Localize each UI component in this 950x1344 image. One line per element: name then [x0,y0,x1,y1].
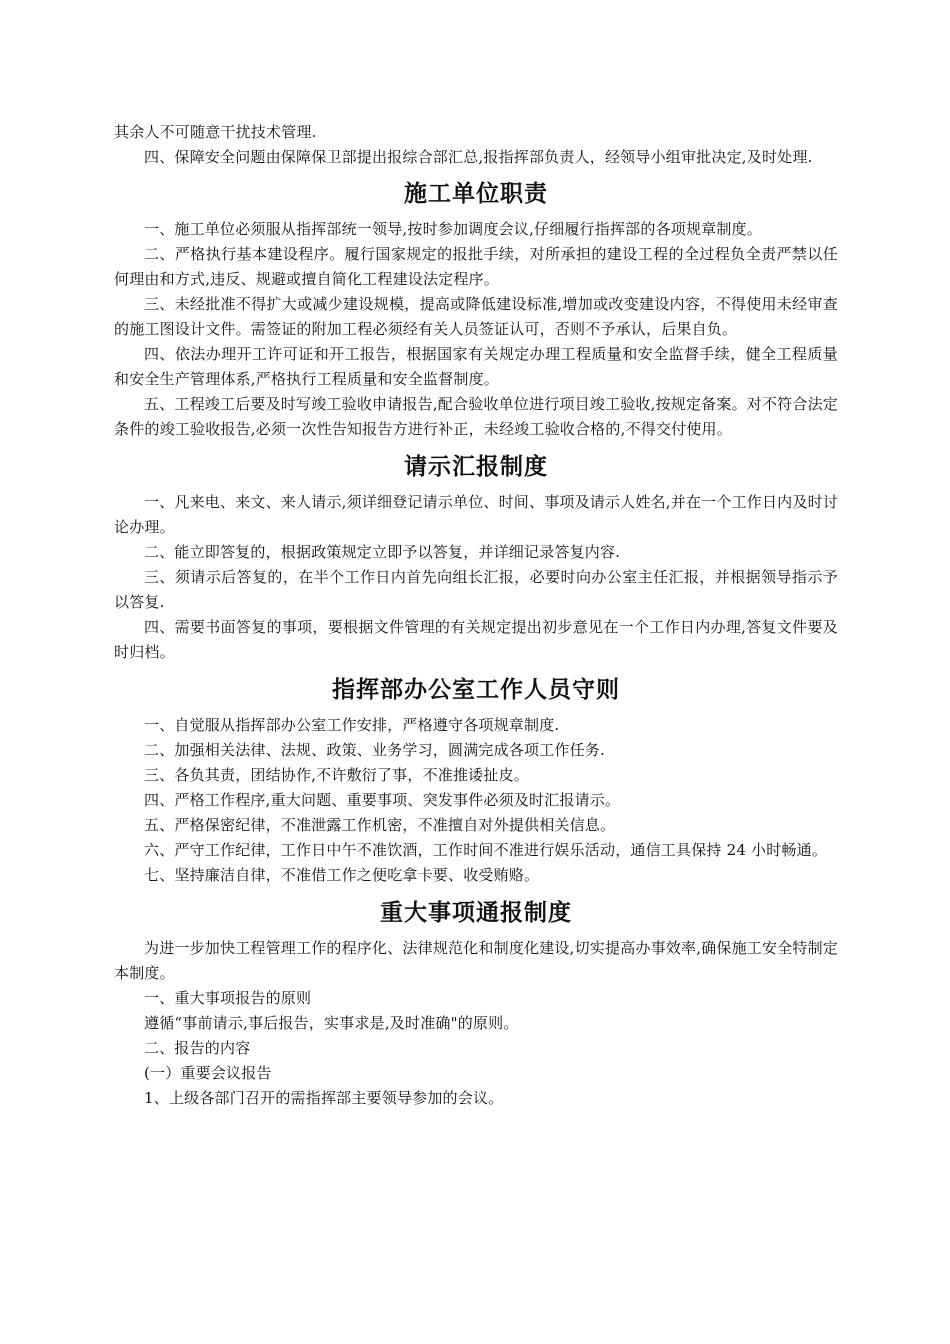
section-paragraph: 三、各负其责，团结协作,不许敷衍了事，不准推诿扯皮。 [144,766,529,784]
section-paragraph: 遵循“事前请示,事后报告，实事求是,及时准确"的原则。 [144,1014,519,1032]
section-paragraph: 六、严守工作纪律，工作日中午不准饮酒，工作时间不准进行娱乐活动，通信工具保持 24 小时畅通。 [144,841,828,859]
section-title: 请示汇报制度 [404,454,548,480]
section-title: 施工单位职责 [404,181,548,207]
section-title: 重大事项通报制度 [380,900,572,926]
section-paragraph: 1、上级各部门召开的需指挥部主要领导参加的会议。 [144,1089,504,1107]
section-paragraph: 一、自觉服从指挥部办公室工作安排，严格遵守各项规章制度. [144,716,560,734]
section-paragraph: 二、加强相关法律、法规、政策、业务学习，圆满完成各项工作任务. [144,741,605,759]
section-paragraph: 四、依法办理开工许可证和开工报告，根据国家有关规定办理工程质量和安全监督手续，健全工程质量和安全生产管理体系,严格执行工程质量和安全监督制度。 [114,345,838,388]
section-paragraph: 为进一步加快工程管理工作的程序化、法律规范化和制度化建设,切实提高办事效率,确保施工安全特制定本制度。 [114,939,838,982]
section-paragraph: 二、严格执行基本建设程序。履行国家规定的报批手续，对所承担的建设工程的全过程负全责严禁以任何理由和方式,违反、规避或擅自简化工程建设法定程序。 [114,245,838,288]
document-page [114,120,838,1111]
section-paragraph: (一）重要会议报告 [144,1064,272,1082]
intro-block [114,120,838,170]
section-paragraph: 七、坚持廉洁自律，不准借工作之便吃拿卡要、收受贿赂。 [144,866,540,884]
section-paragraph: 四、严格工作程序,重大问题、重要事项、突发事件必须及时汇报请示。 [144,791,621,809]
section-title: 指挥部办公室工作人员守则 [332,677,620,703]
section-paragraph: 一、重大事项报告的原则 [144,989,312,1007]
section-report-system [114,442,838,665]
section-paragraph: 五、工程竣工后要及时写竣工验收申请报告,配合验收单位进行项目竣工验收,按规定备案。对不符合法定条件的竣工验收报告,必须一次性告知报告方进行补正，未经竣工验收合格的,不得交付使用。 [114,395,838,438]
section-paragraph: 一、凡来电、来文、来人请示,须详细登记请示单位、时间、事项及请示人姓名,并在一个工作日内及时讨论办理。 [114,493,838,536]
section-paragraph: 二、能立即答复的，根据政策规定立即予以答复，并详细记录答复内容. [144,543,621,561]
section-paragraph: 二、报告的内容 [144,1039,251,1057]
section-construction-duties [114,170,838,442]
intro-paragraph: 其余人不可随意干扰技术管理. [114,123,317,141]
section-paragraph: 三、须请示后答复的，在半个工作日内首先向组长汇报，必要时向办公室主任汇报，并根据领导指示予以答复. [114,568,838,611]
section-major-events [114,888,838,1111]
section-paragraph: 四、需要书面答复的事项，要根据文件管理的有关规定提出初步意见在一个工作日内办理,答复文件要及时归档。 [114,618,838,661]
section-paragraph: 五、严格保密纪律，不准泄露工作机密，不准擅自对外提供相关信息。 [144,816,616,834]
section-paragraph: 三、未经批准不得扩大或减少建设规模，提高或降低建设标准,增加或改变建设内容，不得使用未经审查的施工图设计文件。需签证的附加工程必须经有关人员签证认可，否则不予承认，后果自负。 [114,295,838,338]
section-staff-rules [114,665,838,888]
intro-paragraph: 四、保障安全问题由保障保卫部提出报综合部汇总,报指挥部负责人，经领导小组审批决定,及时处理. [144,148,813,166]
section-paragraph: 一、施工单位必须服从指挥部统一领导,按时参加调度会议,仔细履行指挥部的各项规章制度。 [144,220,762,238]
